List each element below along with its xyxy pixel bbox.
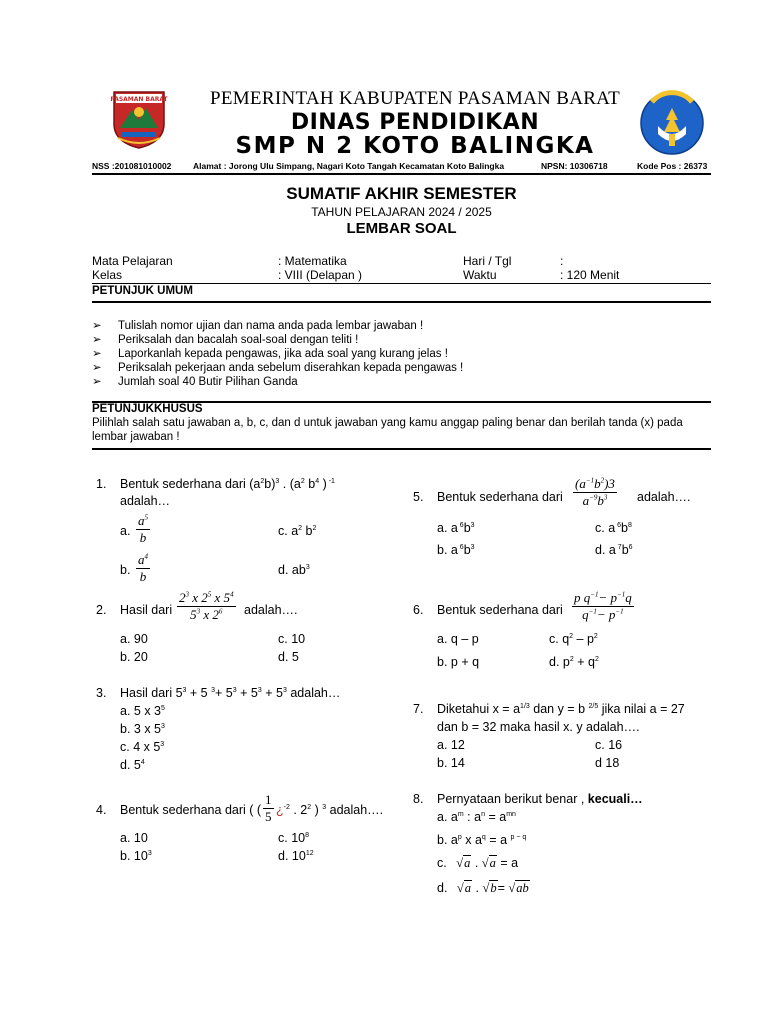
question-4-option-d: d. $10^{12}$ <box>278 849 314 863</box>
class-label: Kelas <box>92 268 123 282</box>
question-4-fraction: $\frac{1}{5}$ <box>265 792 272 824</box>
question-7-option-b: b. 14 <box>437 756 465 770</box>
question-6-option-c: c. $q^2 - p^2$ <box>549 632 598 646</box>
class-value: : VIII (Delapan ) <box>278 268 363 282</box>
question-8-option-c: c. √a . √a = a <box>437 856 519 870</box>
question-5-number: 5. <box>413 490 424 504</box>
info-divider <box>92 283 711 284</box>
regency-logo <box>110 90 168 150</box>
question-5-suffix: adalah…. <box>637 490 691 504</box>
question-1-option-b-fraction: $\frac{a^4}{b}$ <box>138 552 148 584</box>
question-8-option-b: b. $a^p$ x $a^q = a$ $^{p - q}$ <box>437 833 527 847</box>
question-1-option-c: c. $a^2$ $b^2$ <box>278 524 317 538</box>
question-5-option-a: a. a $^6b^3$ <box>437 521 475 535</box>
question-8-number: 8. <box>413 792 424 806</box>
question-6-number: 6. <box>413 603 424 617</box>
arrow-bullet-icon: ➢ <box>92 346 102 360</box>
special-instructions-title: PETUNJUKKHUSUS <box>92 403 203 415</box>
question-2-fraction: $\frac{2^3 x 2^5 x 5^4}{5^3 x 2^6}$ <box>179 590 234 622</box>
question-3-option-b: b. 3 x $5^3$ <box>120 722 165 736</box>
arrow-bullet-icon: ➢ <box>92 318 102 332</box>
question-2-prefix: Hasil dari <box>120 603 173 617</box>
instruction-item: ➢ Periksalah dan bacalah soal-soal dengan teliti ! <box>92 332 359 346</box>
school-name: SMP N 2 KOTO BALINGKA <box>235 133 595 159</box>
question-7-option-a: a. 12 <box>437 738 465 752</box>
department-heading: DINAS PENDIDIKAN <box>290 110 540 135</box>
government-heading: PEMERINTAH KABUPATEN PASAMAN BARAT <box>209 88 621 109</box>
question-1-option-d: d. $ab^3$ <box>278 563 310 577</box>
question-8-option-a: a. $a^m$ : $a^n = a^{mn}$ <box>437 810 516 824</box>
special-instructions-line2: lembar jawaban ! <box>92 431 180 443</box>
day-date-value: : <box>560 254 564 268</box>
arrow-bullet-icon: ➢ <box>92 374 102 388</box>
question-6-fraction: $\frac{p q^{-1}- p^{-1}q}{q^{-1}- p^{-1}}$ <box>574 590 632 622</box>
sheet-title: LEMBAR SOAL <box>346 220 457 237</box>
question-3-option-a: a. 5 x $3^5$ <box>120 704 165 718</box>
question-8-text: Pernyataan berikut benar , kecuali… <box>437 792 643 806</box>
question-7-option-d: d 18 <box>595 756 620 770</box>
questions-divider <box>92 448 711 450</box>
question-2-number: 2. <box>96 603 107 617</box>
question-5-option-b: b. a $^6b^3$ <box>437 543 475 557</box>
exam-title: SUMATIF AKHIR SEMESTER <box>286 184 517 203</box>
question-3-option-c: c. 4 x $5^3$ <box>120 740 165 754</box>
question-2-option-d: d. 5 <box>278 650 299 664</box>
nss-number: NSS :201081010002 <box>92 161 172 171</box>
svg-text:PASAMAN BARAT: PASAMAN BARAT <box>110 96 168 103</box>
arrow-bullet-icon: ➢ <box>92 332 102 346</box>
instruction-item: ➢ Tulislah nomor ujian dan nama anda pada lembar jawaban ! <box>92 318 424 332</box>
question-2-option-c: c. 10 <box>278 632 306 646</box>
question-3-number: 3. <box>96 686 107 700</box>
arrow-bullet-icon: ➢ <box>92 360 102 374</box>
question-2-suffix: adalah…. <box>244 603 298 617</box>
question-2-option-a: a. 90 <box>120 632 148 646</box>
instruction-item: ➢ Jumlah soal 40 Butir Pilihan Ganda <box>92 374 298 388</box>
question-6-prefix: Bentuk sederhana dari <box>437 603 563 617</box>
question-1-number: 1. <box>96 477 107 491</box>
special-instructions-line1: Pilihlah salah satu jawaban a, b, c, dan d untuk jawaban yang kamu anggap paling benar dan berilah tanda (x) pada <box>92 417 683 429</box>
question-7-line1: Diketahui $x = a^{1/3}$ dan y = b $^{2/5}$ jika nilai a = 27 <box>437 702 685 716</box>
question-1-option-a-fraction: $\frac{a^5}{b}$ <box>138 513 148 545</box>
school-address: Alamat : Jorong Ulu Simpang, Nagari Koto Tangah Kecamatan Koto Balingka <box>193 161 505 171</box>
day-date-label: Hari / Tgl <box>463 254 512 268</box>
question-6-option-a: a. q – p <box>437 632 479 646</box>
question-4-text-rest: ¿$^{-2}$ . $2^2$ ) $^3$ adalah…. <box>276 803 384 817</box>
question-5-fraction: $\frac{(a^{-1}b^2)3}{a^{-9}b^3}$ <box>575 476 615 508</box>
npsn-number: NPSN: 10306718 <box>541 161 608 171</box>
general-instructions-divider <box>92 301 711 303</box>
question-7-option-c: c. 16 <box>595 738 623 752</box>
question-4-number: 4. <box>96 803 107 817</box>
question-1-option-b-label: b. <box>120 563 131 577</box>
question-1-option-a-label: a. <box>120 524 131 538</box>
question-1-text: Bentuk sederhana dari $(a^2b)^3$ . ($a^2$ $b^4$ ) $^{-1}$ <box>120 477 335 491</box>
question-4-option-c: c. $10^8$ <box>278 831 310 845</box>
header-divider <box>92 173 711 175</box>
question-1-line2: adalah… <box>120 494 171 508</box>
question-5-prefix: Bentuk sederhana dari <box>437 490 563 504</box>
subject-value: : Matematika <box>278 254 347 268</box>
question-5-option-c: c. a $^6b^8$ <box>595 521 632 535</box>
question-4-option-a: a. 10 <box>120 831 148 845</box>
time-label: Waktu <box>463 268 497 282</box>
question-6-option-d: d. $p^2 + q^2$ <box>549 655 599 669</box>
question-7-number: 7. <box>413 702 424 716</box>
instruction-item: ➢ Laporkanlah kepada pengawas, jika ada soal yang kurang jelas ! <box>92 346 448 360</box>
question-4-option-b: b. $10^3$ <box>120 849 152 863</box>
subject-label: Mata Pelajaran <box>92 254 173 268</box>
general-instructions-title: PETUNJUK UMUM <box>92 285 193 297</box>
question-2-option-b: b. 20 <box>120 650 148 664</box>
question-7-line2: dan b = 32 maka hasil x. y adalah…. <box>437 720 640 734</box>
postal-code: Kode Pos : 26373 <box>637 161 708 171</box>
question-4-prefix: Bentuk sederhana dari ( ( <box>120 803 262 817</box>
question-6-option-b: b. p + q <box>437 655 480 669</box>
question-8-option-d: d. √a . √b= √ab <box>437 881 529 895</box>
question-3-text: Hasil dari $5^3 + 5$ $^3+ 5^3 + 5^3 + 5^3$ adalah… <box>120 686 341 700</box>
question-3-option-d: d. $5^4$ <box>120 758 145 772</box>
instruction-item: ➢ Periksalah pekerjaan anda sebelum diserahkan kepada pengawas ! <box>92 360 464 374</box>
time-value: : 120 Menit <box>560 268 620 282</box>
academic-year: TAHUN PELAJARAN 2024 / 2025 <box>311 205 492 219</box>
question-5-option-d: d. a $^7b^6$ <box>595 543 633 557</box>
